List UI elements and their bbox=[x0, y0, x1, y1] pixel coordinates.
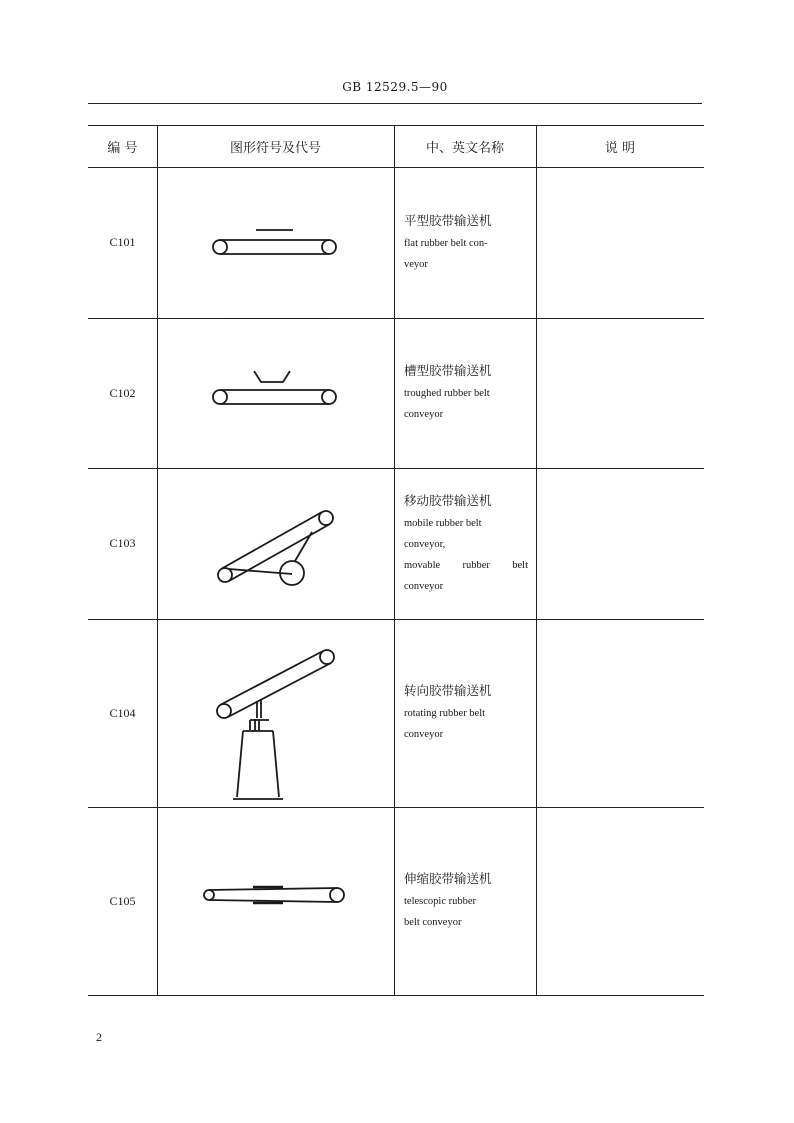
row-note bbox=[536, 468, 704, 619]
name-zh: 槽型胶带输送机 bbox=[404, 363, 492, 378]
column-header-note: 说 明 bbox=[604, 141, 636, 156]
name-en-line: belt conveyor bbox=[404, 917, 462, 928]
name-zh: 转向胶带输送机 bbox=[404, 683, 492, 698]
symbol-table bbox=[88, 125, 704, 996]
name-en-line: movable rubber belt bbox=[404, 559, 528, 571]
row-divider bbox=[88, 995, 704, 996]
rotating-belt-conveyor-symbol bbox=[157, 619, 394, 807]
row-code: C101 bbox=[109, 235, 136, 249]
name-en-line: flat rubber belt con- bbox=[404, 237, 488, 249]
name-en-line: conveyor bbox=[404, 729, 444, 740]
column-header-code: 编 号 bbox=[107, 141, 138, 156]
name-zh: 伸缩胶带输送机 bbox=[404, 871, 492, 886]
name-en-line: veyor bbox=[404, 258, 428, 270]
row-note bbox=[536, 619, 704, 807]
name-en-line: conveyor bbox=[404, 409, 444, 420]
standard-code-header: GB 12529.5—90 bbox=[342, 80, 448, 94]
row-code: C102 bbox=[109, 385, 136, 400]
telescopic-belt-conveyor-symbol bbox=[157, 807, 394, 995]
name-en-line: troughed rubber belt bbox=[404, 388, 490, 399]
page-number: 2 bbox=[96, 1030, 102, 1044]
row-name bbox=[394, 807, 536, 995]
name-en-line: conveyor bbox=[404, 580, 444, 592]
row-name bbox=[394, 318, 536, 468]
flat-belt-conveyor-symbol bbox=[157, 167, 394, 318]
name-en-line: conveyor, bbox=[404, 538, 446, 550]
row-note bbox=[536, 318, 704, 468]
row-code: C103 bbox=[109, 536, 136, 550]
mobile-belt-conveyor-symbol bbox=[157, 468, 394, 619]
row-name bbox=[394, 468, 536, 619]
header-rule bbox=[88, 103, 702, 104]
row-note bbox=[536, 167, 704, 318]
column-header-symbol: 图形符号及代号 bbox=[229, 141, 321, 156]
column-header-name: 中、英文名称 bbox=[425, 141, 504, 156]
name-en-line: rotating rubber belt bbox=[404, 708, 486, 719]
name-zh: 平型胶带输送机 bbox=[404, 212, 492, 228]
row-name bbox=[394, 619, 536, 807]
row-name bbox=[394, 167, 536, 318]
name-zh: 移动胶带输送机 bbox=[404, 492, 492, 508]
row-code: C105 bbox=[109, 893, 136, 908]
row-code: C104 bbox=[109, 705, 136, 720]
row-note bbox=[536, 807, 704, 995]
name-en-line: mobile rubber belt bbox=[404, 517, 482, 529]
troughed-belt-conveyor-symbol bbox=[157, 318, 394, 468]
name-en-line: telescopic rubber bbox=[404, 896, 477, 907]
